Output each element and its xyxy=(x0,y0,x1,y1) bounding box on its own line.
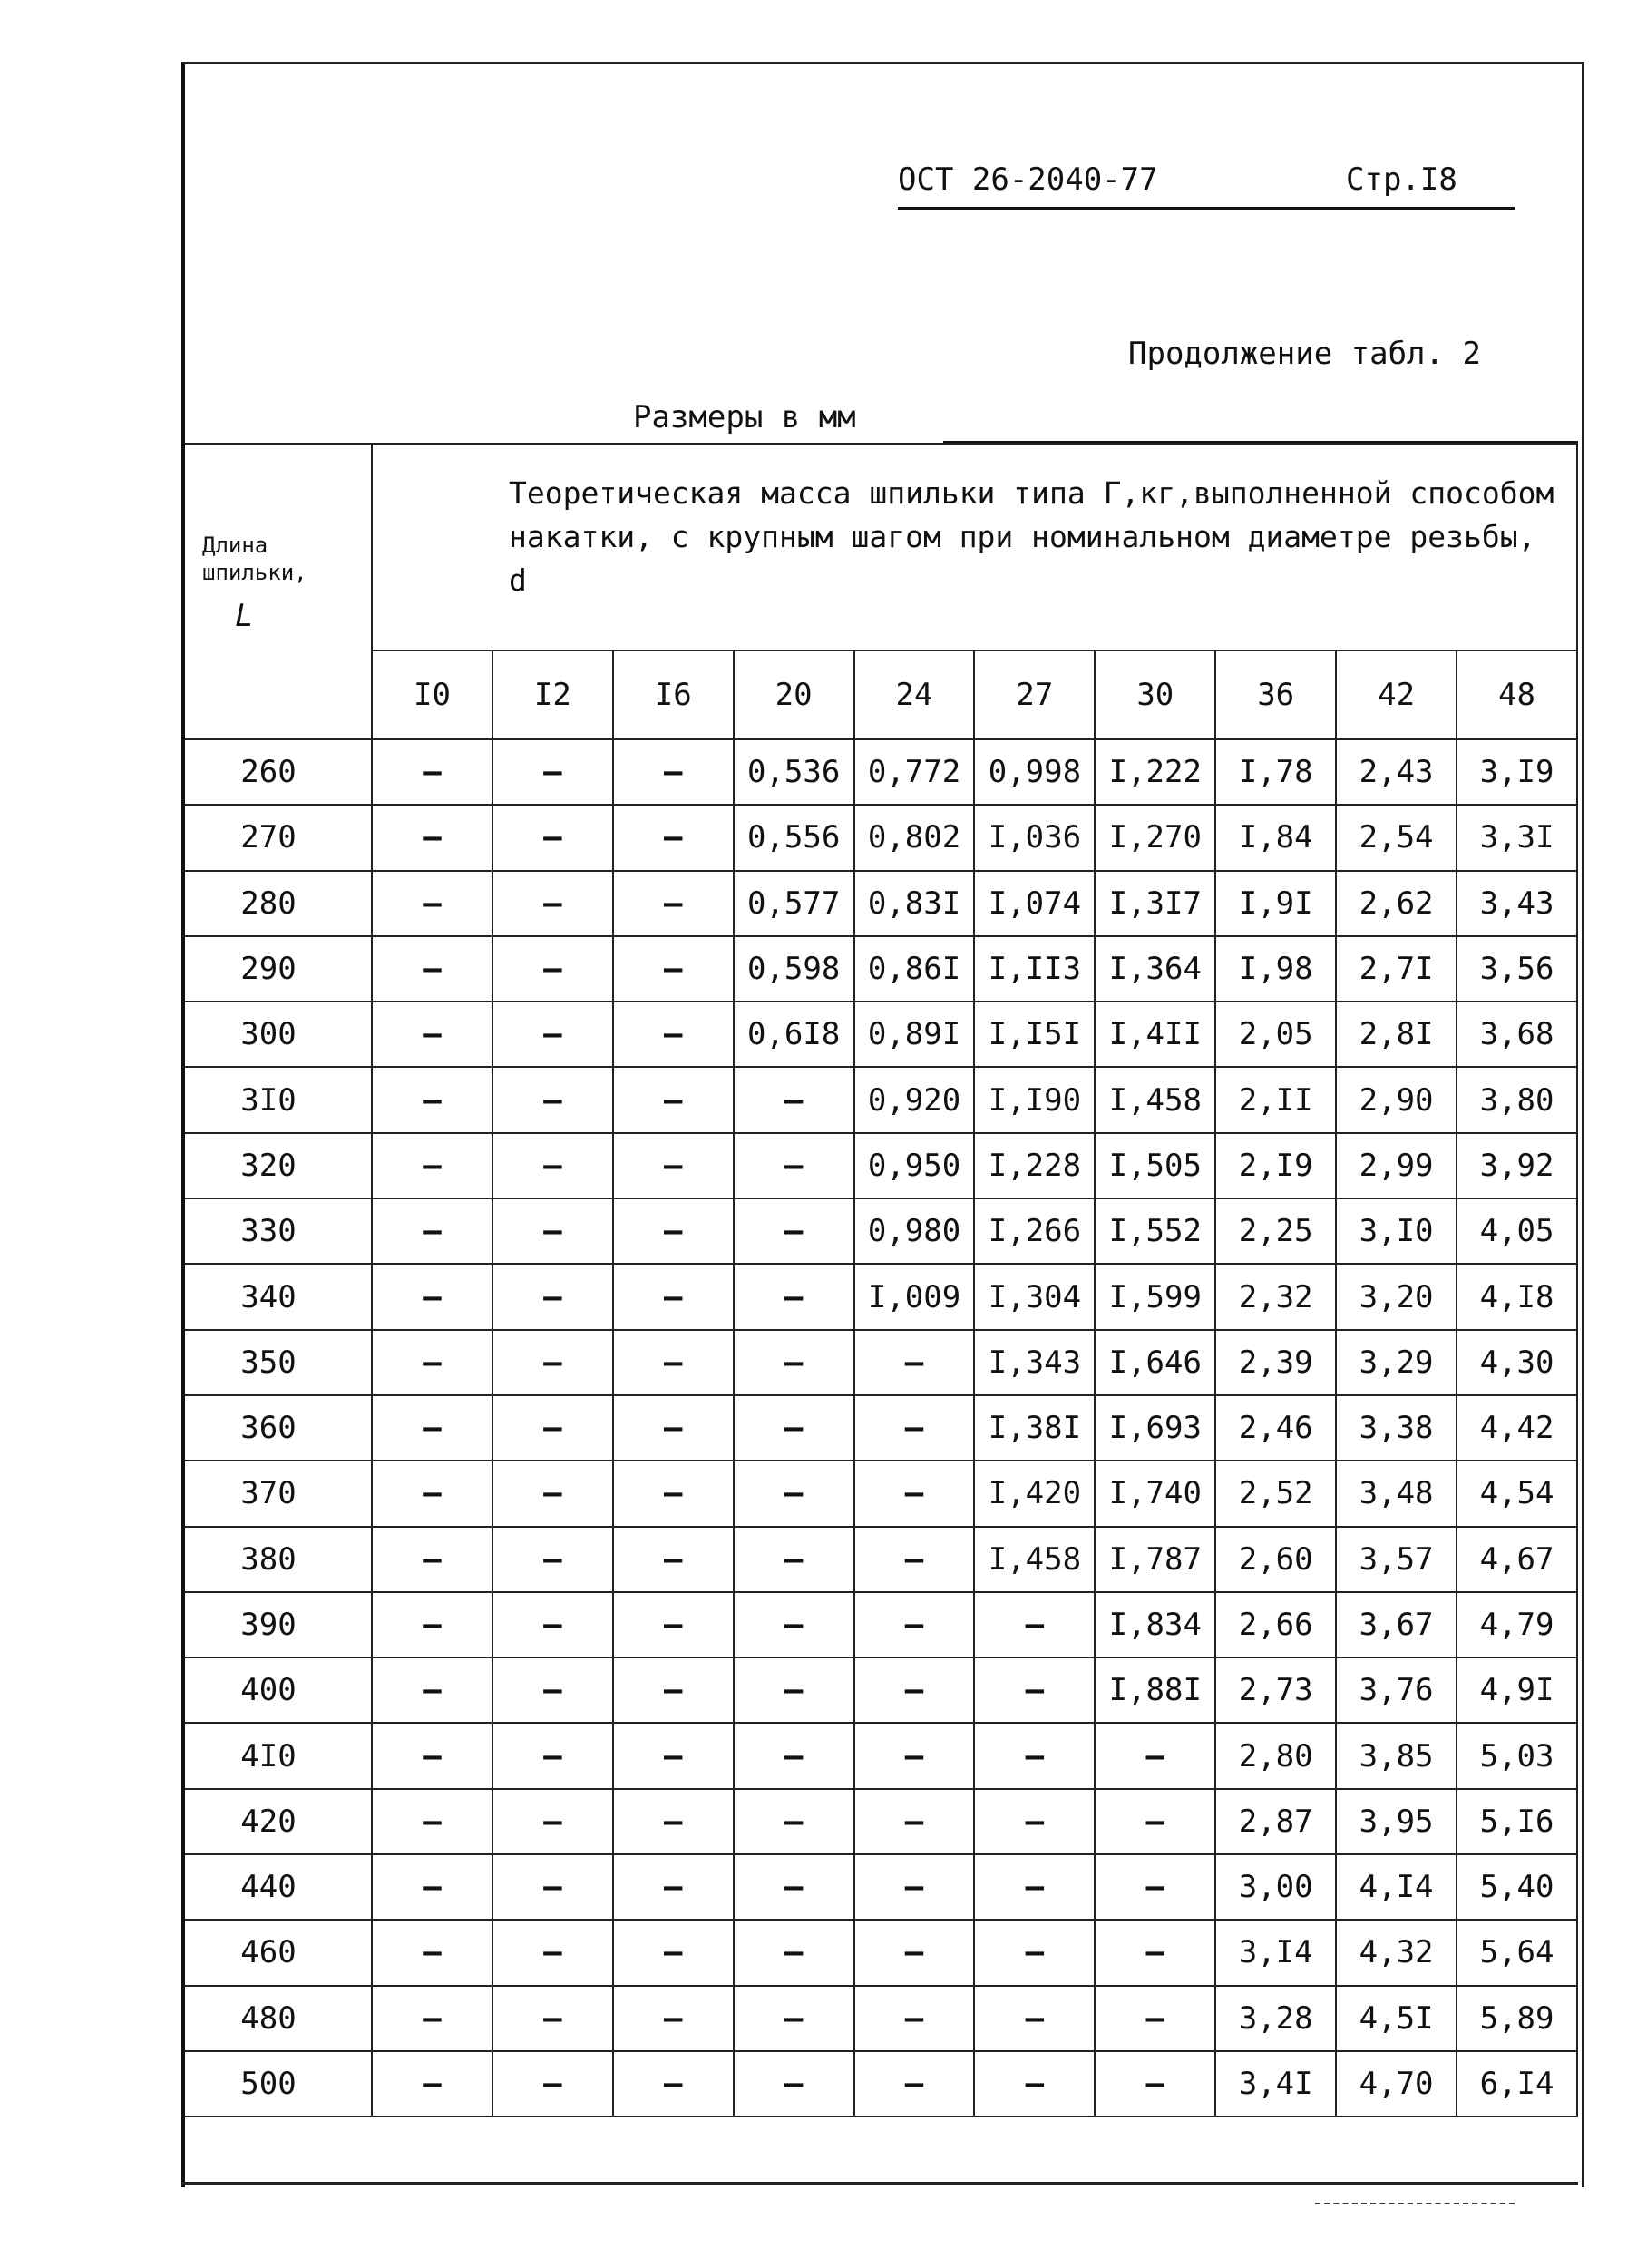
length-cell: 290 xyxy=(183,936,373,1002)
mass-value-cell: – xyxy=(613,1264,734,1329)
mass-value-cell: – xyxy=(372,1657,492,1723)
mass-value-cell: – xyxy=(613,1198,734,1264)
mass-value-cell: – xyxy=(492,1854,613,1920)
length-cell: 340 xyxy=(183,1264,373,1329)
mass-value-cell: I,4II xyxy=(1095,1002,1215,1067)
mass-value-cell: – xyxy=(613,1002,734,1067)
table-row xyxy=(183,2051,1578,2116)
mass-value-cell: – xyxy=(372,936,492,1002)
mass-value-cell: – xyxy=(854,1920,975,1985)
mass-value-cell: – xyxy=(1095,1986,1215,2051)
mass-value-cell: – xyxy=(492,1461,613,1526)
mass-value-cell: – xyxy=(854,1723,975,1788)
mass-value-cell: – xyxy=(372,805,492,870)
mass-value-cell: 2,87 xyxy=(1215,1789,1336,1854)
length-cell: 4I0 xyxy=(183,1723,373,1788)
mass-value-cell: – xyxy=(372,1264,492,1329)
mass-value-cell: 2,54 xyxy=(1336,805,1457,870)
table-row xyxy=(183,739,1578,805)
mass-value-cell: I,88I xyxy=(1095,1657,1215,1723)
mass-value-cell: I,646 xyxy=(1095,1330,1215,1395)
mass-value-cell: 5,I6 xyxy=(1457,1789,1577,1854)
mass-value-cell: – xyxy=(1095,1723,1215,1788)
mass-value-cell: – xyxy=(1095,1920,1215,1985)
mass-value-cell: 3,48 xyxy=(1336,1461,1457,1526)
mass-value-cell: I,364 xyxy=(1095,936,1215,1002)
diameter-column-header: 48 xyxy=(1457,650,1577,739)
mass-value-cell: 2,32 xyxy=(1215,1264,1336,1329)
mass-value-cell: 6,I4 xyxy=(1457,2051,1577,2116)
mass-value-cell: I,228 xyxy=(974,1133,1095,1198)
mass-value-cell: I,304 xyxy=(974,1264,1095,1329)
mass-value-cell: I,074 xyxy=(974,871,1095,936)
mass-value-cell: – xyxy=(613,1920,734,1985)
mass-value-cell: – xyxy=(854,1527,975,1592)
diameter-column-header: 27 xyxy=(974,650,1095,739)
mass-value-cell: 3,00 xyxy=(1215,1854,1336,1920)
mass-value-cell: 2,7I xyxy=(1336,936,1457,1002)
mass-value-cell: – xyxy=(492,1527,613,1592)
table-row xyxy=(183,1592,1578,1657)
length-cell: 3I0 xyxy=(183,1067,373,1132)
mass-value-cell: – xyxy=(613,1395,734,1461)
mass-value-cell: – xyxy=(492,1067,613,1132)
mass-value-cell: 5,40 xyxy=(1457,1854,1577,1920)
mass-value-cell: – xyxy=(492,1920,613,1985)
mass-table-body xyxy=(183,739,1578,2116)
mass-value-cell: – xyxy=(974,1789,1095,1854)
length-cell: 380 xyxy=(183,1527,373,1592)
mass-value-cell: I,552 xyxy=(1095,1198,1215,1264)
mass-value-cell: – xyxy=(372,1133,492,1198)
mass-value-cell: – xyxy=(492,1723,613,1788)
mass-value-cell: 2,73 xyxy=(1215,1657,1336,1723)
header-rule xyxy=(898,207,1515,210)
mass-value-cell: 2,60 xyxy=(1215,1527,1336,1592)
mass-value-cell: – xyxy=(372,1330,492,1395)
mass-value-cell: – xyxy=(1095,1854,1215,1920)
mass-value-cell: – xyxy=(854,1986,975,2051)
mass-value-cell: – xyxy=(974,1723,1095,1788)
mass-value-cell: – xyxy=(974,2051,1095,2116)
mass-value-cell: 2,62 xyxy=(1336,871,1457,936)
mass-value-cell: – xyxy=(492,2051,613,2116)
mass-value-cell: 3,43 xyxy=(1457,871,1577,936)
mass-value-cell: 2,05 xyxy=(1215,1002,1336,1067)
mass-value-cell: – xyxy=(613,1854,734,1920)
mass-value-cell: 3,56 xyxy=(1457,936,1577,1002)
mass-value-cell: 2,39 xyxy=(1215,1330,1336,1395)
mass-value-cell: 4,9I xyxy=(1457,1657,1577,1723)
mass-value-cell: – xyxy=(854,1395,975,1461)
mass-value-cell: – xyxy=(372,1854,492,1920)
mass-value-cell: – xyxy=(613,1067,734,1132)
mass-value-cell: 4,30 xyxy=(1457,1330,1577,1395)
length-cell: 360 xyxy=(183,1395,373,1461)
mass-value-cell: 3,80 xyxy=(1457,1067,1577,1132)
mass-value-cell: 0,998 xyxy=(974,739,1095,805)
mass-value-cell: 2,66 xyxy=(1215,1592,1336,1657)
mass-value-cell: – xyxy=(974,1920,1095,1985)
mass-value-cell: I,9I xyxy=(1215,871,1336,936)
mass-value-cell: I,I90 xyxy=(974,1067,1095,1132)
mass-value-cell: 0,86I xyxy=(854,936,975,1002)
mass-value-cell: 3,I0 xyxy=(1336,1198,1457,1264)
mass-value-cell: 3,76 xyxy=(1336,1657,1457,1723)
length-cell: 500 xyxy=(183,2051,373,2116)
mass-value-cell: I,420 xyxy=(974,1461,1095,1526)
length-cell: 330 xyxy=(183,1198,373,1264)
mass-value-cell: 4,5I xyxy=(1336,1986,1457,2051)
mass-value-cell: – xyxy=(734,1789,854,1854)
length-cell: 460 xyxy=(183,1920,373,1985)
mass-value-cell: 3,95 xyxy=(1336,1789,1457,1854)
mass-value-cell: 3,68 xyxy=(1457,1002,1577,1067)
mass-value-cell: – xyxy=(492,1657,613,1723)
mass-value-cell: – xyxy=(734,1198,854,1264)
mass-value-cell: – xyxy=(492,1789,613,1854)
mass-value-cell: 3,3I xyxy=(1457,805,1577,870)
mass-value-cell: – xyxy=(613,2051,734,2116)
length-cell: 300 xyxy=(183,1002,373,1067)
mass-value-cell: I,270 xyxy=(1095,805,1215,870)
mass-value-cell: 0,802 xyxy=(854,805,975,870)
mass-value-cell: 2,I9 xyxy=(1215,1133,1336,1198)
mass-value-cell: – xyxy=(372,1592,492,1657)
mass-value-cell: 2,99 xyxy=(1336,1133,1457,1198)
mass-value-cell: – xyxy=(613,1657,734,1723)
mass-value-cell: I,343 xyxy=(974,1330,1095,1395)
mass-value-cell: – xyxy=(613,936,734,1002)
mass-value-cell: I,599 xyxy=(1095,1264,1215,1329)
footer-dash xyxy=(1315,2203,1515,2204)
mass-value-cell: 3,85 xyxy=(1336,1723,1457,1788)
mass-value-cell: – xyxy=(613,1461,734,1526)
mass-value-cell: I,009 xyxy=(854,1264,975,1329)
mass-value-cell: – xyxy=(734,1330,854,1395)
table-row xyxy=(183,1330,1578,1395)
mass-value-cell: I,II3 xyxy=(974,936,1095,1002)
page-number: Стр.I8 xyxy=(1346,161,1457,198)
mass-value-cell: 5,64 xyxy=(1457,1920,1577,1985)
mass-value-cell: – xyxy=(613,1527,734,1592)
mass-value-cell: – xyxy=(372,1002,492,1067)
diameter-column-header: 20 xyxy=(734,650,854,739)
mass-value-cell: – xyxy=(734,1854,854,1920)
mass-table-container xyxy=(181,443,1578,2117)
mass-value-cell: 0,598 xyxy=(734,936,854,1002)
mass-value-cell: I,222 xyxy=(1095,739,1215,805)
mass-value-cell: 0,556 xyxy=(734,805,854,870)
mass-value-cell: 2,25 xyxy=(1215,1198,1336,1264)
mass-value-cell: 4,05 xyxy=(1457,1198,1577,1264)
mass-value-cell: 4,70 xyxy=(1336,2051,1457,2116)
mass-value-cell: – xyxy=(974,1854,1095,1920)
mass-value-cell: – xyxy=(372,1986,492,2051)
mass-value-cell: 2,II xyxy=(1215,1067,1336,1132)
table-row xyxy=(183,1395,1578,1461)
table-row xyxy=(183,1657,1578,1723)
mass-value-cell: – xyxy=(613,1592,734,1657)
mass-value-cell: – xyxy=(854,1330,975,1395)
mass-value-cell: – xyxy=(854,1854,975,1920)
units-note: Размеры в мм xyxy=(633,399,856,435)
mass-value-cell: – xyxy=(1095,1789,1215,1854)
length-header-symbol: L xyxy=(235,598,254,634)
mass-value-cell: 2,43 xyxy=(1336,739,1457,805)
mass-value-cell: – xyxy=(372,2051,492,2116)
mass-value-cell: 4,67 xyxy=(1457,1527,1577,1592)
mass-value-cell: 3,I9 xyxy=(1457,739,1577,805)
mass-value-cell: – xyxy=(734,1461,854,1526)
table-row xyxy=(183,1723,1578,1788)
mass-value-cell: – xyxy=(492,1002,613,1067)
diameter-column-header: 30 xyxy=(1095,650,1215,739)
mass-value-cell: 5,03 xyxy=(1457,1723,1577,1788)
mass-value-cell: 3,28 xyxy=(1215,1986,1336,2051)
length-cell: 420 xyxy=(183,1789,373,1854)
mass-value-cell: – xyxy=(372,1461,492,1526)
table-row xyxy=(183,1920,1578,1985)
mass-value-cell: 0,950 xyxy=(854,1133,975,1198)
mass-value-cell: I,505 xyxy=(1095,1133,1215,1198)
mass-value-cell: 3,29 xyxy=(1336,1330,1457,1395)
mass-value-cell: 4,54 xyxy=(1457,1461,1577,1526)
diameter-column-header: I0 xyxy=(372,650,492,739)
mass-value-cell: 2,8I xyxy=(1336,1002,1457,1067)
mass-value-cell: 3,4I xyxy=(1215,2051,1336,2116)
table-row xyxy=(183,871,1578,936)
length-cell: 280 xyxy=(183,871,373,936)
length-cell: 440 xyxy=(183,1854,373,1920)
mass-value-cell: I,740 xyxy=(1095,1461,1215,1526)
mass-value-cell: 4,79 xyxy=(1457,1592,1577,1657)
table-row xyxy=(183,1461,1578,1526)
mass-value-cell: 4,I8 xyxy=(1457,1264,1577,1329)
mass-value-cell: 3,57 xyxy=(1336,1527,1457,1592)
mass-value-cell: – xyxy=(372,1527,492,1592)
mass-value-cell: – xyxy=(492,936,613,1002)
mass-value-cell: 0,772 xyxy=(854,739,975,805)
mass-value-cell: 4,32 xyxy=(1336,1920,1457,1985)
mass-value-cell: I,036 xyxy=(974,805,1095,870)
table-row xyxy=(183,1133,1578,1198)
mass-value-cell: – xyxy=(372,1723,492,1788)
table-row xyxy=(183,1986,1578,2051)
mass-value-cell: I,458 xyxy=(1095,1067,1215,1132)
mass-value-cell: 5,89 xyxy=(1457,1986,1577,2051)
mass-value-cell: I,I5I xyxy=(974,1002,1095,1067)
mass-value-cell: – xyxy=(734,1592,854,1657)
mass-value-cell: 4,I4 xyxy=(1336,1854,1457,1920)
length-cell: 270 xyxy=(183,805,373,870)
mass-value-cell: – xyxy=(613,1330,734,1395)
mass-value-cell: – xyxy=(613,871,734,936)
mass-value-cell: I,458 xyxy=(974,1527,1095,1592)
mass-value-cell: – xyxy=(372,1920,492,1985)
mass-value-cell: – xyxy=(613,1723,734,1788)
mass-value-cell: – xyxy=(734,1986,854,2051)
diameter-header-row xyxy=(183,650,1578,739)
mass-value-cell: – xyxy=(734,1395,854,1461)
mass-value-cell: – xyxy=(492,1986,613,2051)
mass-value-cell: – xyxy=(734,1527,854,1592)
mass-value-cell: – xyxy=(372,1198,492,1264)
mass-value-cell: 2,46 xyxy=(1215,1395,1336,1461)
length-cell: 350 xyxy=(183,1330,373,1395)
mass-value-cell: – xyxy=(1095,2051,1215,2116)
mass-value-cell: 3,20 xyxy=(1336,1264,1457,1329)
mass-value-cell: – xyxy=(613,739,734,805)
mass-value-cell: 0,536 xyxy=(734,739,854,805)
table-row xyxy=(183,805,1578,870)
mass-value-cell: 3,38 xyxy=(1336,1395,1457,1461)
mass-value-cell: I,3I7 xyxy=(1095,871,1215,936)
mass-value-cell: – xyxy=(372,1789,492,1854)
mass-value-cell: 0,89I xyxy=(854,1002,975,1067)
mass-value-cell: – xyxy=(492,1330,613,1395)
mass-group-title: Теоретическая масса шпильки типа Г,кг,выполненной способом накатки, с крупным шагом при номинальном диаметре резьбы, d xyxy=(372,444,1577,650)
diameter-column-header: 42 xyxy=(1336,650,1457,739)
mass-value-cell: – xyxy=(613,1986,734,2051)
diameter-column-header: 36 xyxy=(1215,650,1336,739)
table-continuation-note: Продолжение табл. 2 xyxy=(1128,336,1481,372)
mass-value-cell: 0,6I8 xyxy=(734,1002,854,1067)
table-row xyxy=(183,1264,1578,1329)
mass-value-cell: – xyxy=(613,1133,734,1198)
table-row xyxy=(183,1527,1578,1592)
mass-value-cell: – xyxy=(492,1395,613,1461)
mass-table xyxy=(181,443,1578,2117)
mass-value-cell: – xyxy=(372,739,492,805)
mass-value-cell: – xyxy=(854,1592,975,1657)
length-cell: 260 xyxy=(183,739,373,805)
mass-value-cell: 2,52 xyxy=(1215,1461,1336,1526)
table-row xyxy=(183,1789,1578,1854)
mass-value-cell: – xyxy=(974,1592,1095,1657)
mass-value-cell: 0,920 xyxy=(854,1067,975,1132)
length-column-header xyxy=(183,444,373,739)
mass-value-cell: – xyxy=(492,805,613,870)
mass-value-cell: – xyxy=(613,1789,734,1854)
mass-value-cell: 3,I4 xyxy=(1215,1920,1336,1985)
mass-value-cell: – xyxy=(372,1067,492,1132)
diameter-column-header: I6 xyxy=(613,650,734,739)
mass-value-cell: 4,42 xyxy=(1457,1395,1577,1461)
mass-value-cell: I,834 xyxy=(1095,1592,1215,1657)
mass-value-cell: – xyxy=(974,1657,1095,1723)
mass-value-cell: – xyxy=(734,1723,854,1788)
mass-value-cell: – xyxy=(974,1986,1095,2051)
mass-value-cell: – xyxy=(734,1133,854,1198)
mass-value-cell: – xyxy=(734,1920,854,1985)
mass-value-cell: 3,67 xyxy=(1336,1592,1457,1657)
length-cell: 400 xyxy=(183,1657,373,1723)
mass-value-cell: – xyxy=(854,1657,975,1723)
length-cell: 390 xyxy=(183,1592,373,1657)
mass-value-cell: – xyxy=(734,1067,854,1132)
mass-value-cell: I,693 xyxy=(1095,1395,1215,1461)
mass-value-cell: 3,92 xyxy=(1457,1133,1577,1198)
length-cell: 370 xyxy=(183,1461,373,1526)
mass-value-cell: – xyxy=(492,1198,613,1264)
mass-value-cell: – xyxy=(734,1657,854,1723)
mass-value-cell: – xyxy=(492,739,613,805)
length-header-label: Длина шпильки, xyxy=(202,533,307,585)
mass-value-cell: – xyxy=(372,871,492,936)
mass-value-cell: 0,577 xyxy=(734,871,854,936)
mass-value-cell: 0,980 xyxy=(854,1198,975,1264)
diameter-column-header: I2 xyxy=(492,650,613,739)
standard-code: ОСТ 26-2040-77 xyxy=(898,161,1158,198)
table-row xyxy=(183,1002,1578,1067)
mass-value-cell: – xyxy=(492,1264,613,1329)
mass-value-cell: I,78 xyxy=(1215,739,1336,805)
mass-value-cell: – xyxy=(734,2051,854,2116)
mass-value-cell: I,38I xyxy=(974,1395,1095,1461)
mass-value-cell: I,98 xyxy=(1215,936,1336,1002)
table-row xyxy=(183,936,1578,1002)
mass-value-cell: – xyxy=(372,1395,492,1461)
mass-value-cell: – xyxy=(854,1461,975,1526)
diameter-column-header: 24 xyxy=(854,650,975,739)
mass-value-cell: – xyxy=(854,1789,975,1854)
mass-value-cell: – xyxy=(613,805,734,870)
mass-value-cell: – xyxy=(492,1592,613,1657)
mass-value-cell: 0,83I xyxy=(854,871,975,936)
mass-value-cell: I,787 xyxy=(1095,1527,1215,1592)
mass-value-cell: – xyxy=(734,1264,854,1329)
table-row xyxy=(183,1067,1578,1132)
frame-bottom-rule xyxy=(181,2182,1578,2185)
length-cell: 320 xyxy=(183,1133,373,1198)
mass-value-cell: 2,80 xyxy=(1215,1723,1336,1788)
mass-value-cell: I,84 xyxy=(1215,805,1336,870)
mass-value-cell: – xyxy=(492,871,613,936)
table-row xyxy=(183,1198,1578,1264)
mass-value-cell: – xyxy=(492,1133,613,1198)
table-row xyxy=(183,1854,1578,1920)
mass-value-cell: – xyxy=(854,2051,975,2116)
mass-value-cell: 2,90 xyxy=(1336,1067,1457,1132)
length-cell: 480 xyxy=(183,1986,373,2051)
mass-value-cell: I,266 xyxy=(974,1198,1095,1264)
